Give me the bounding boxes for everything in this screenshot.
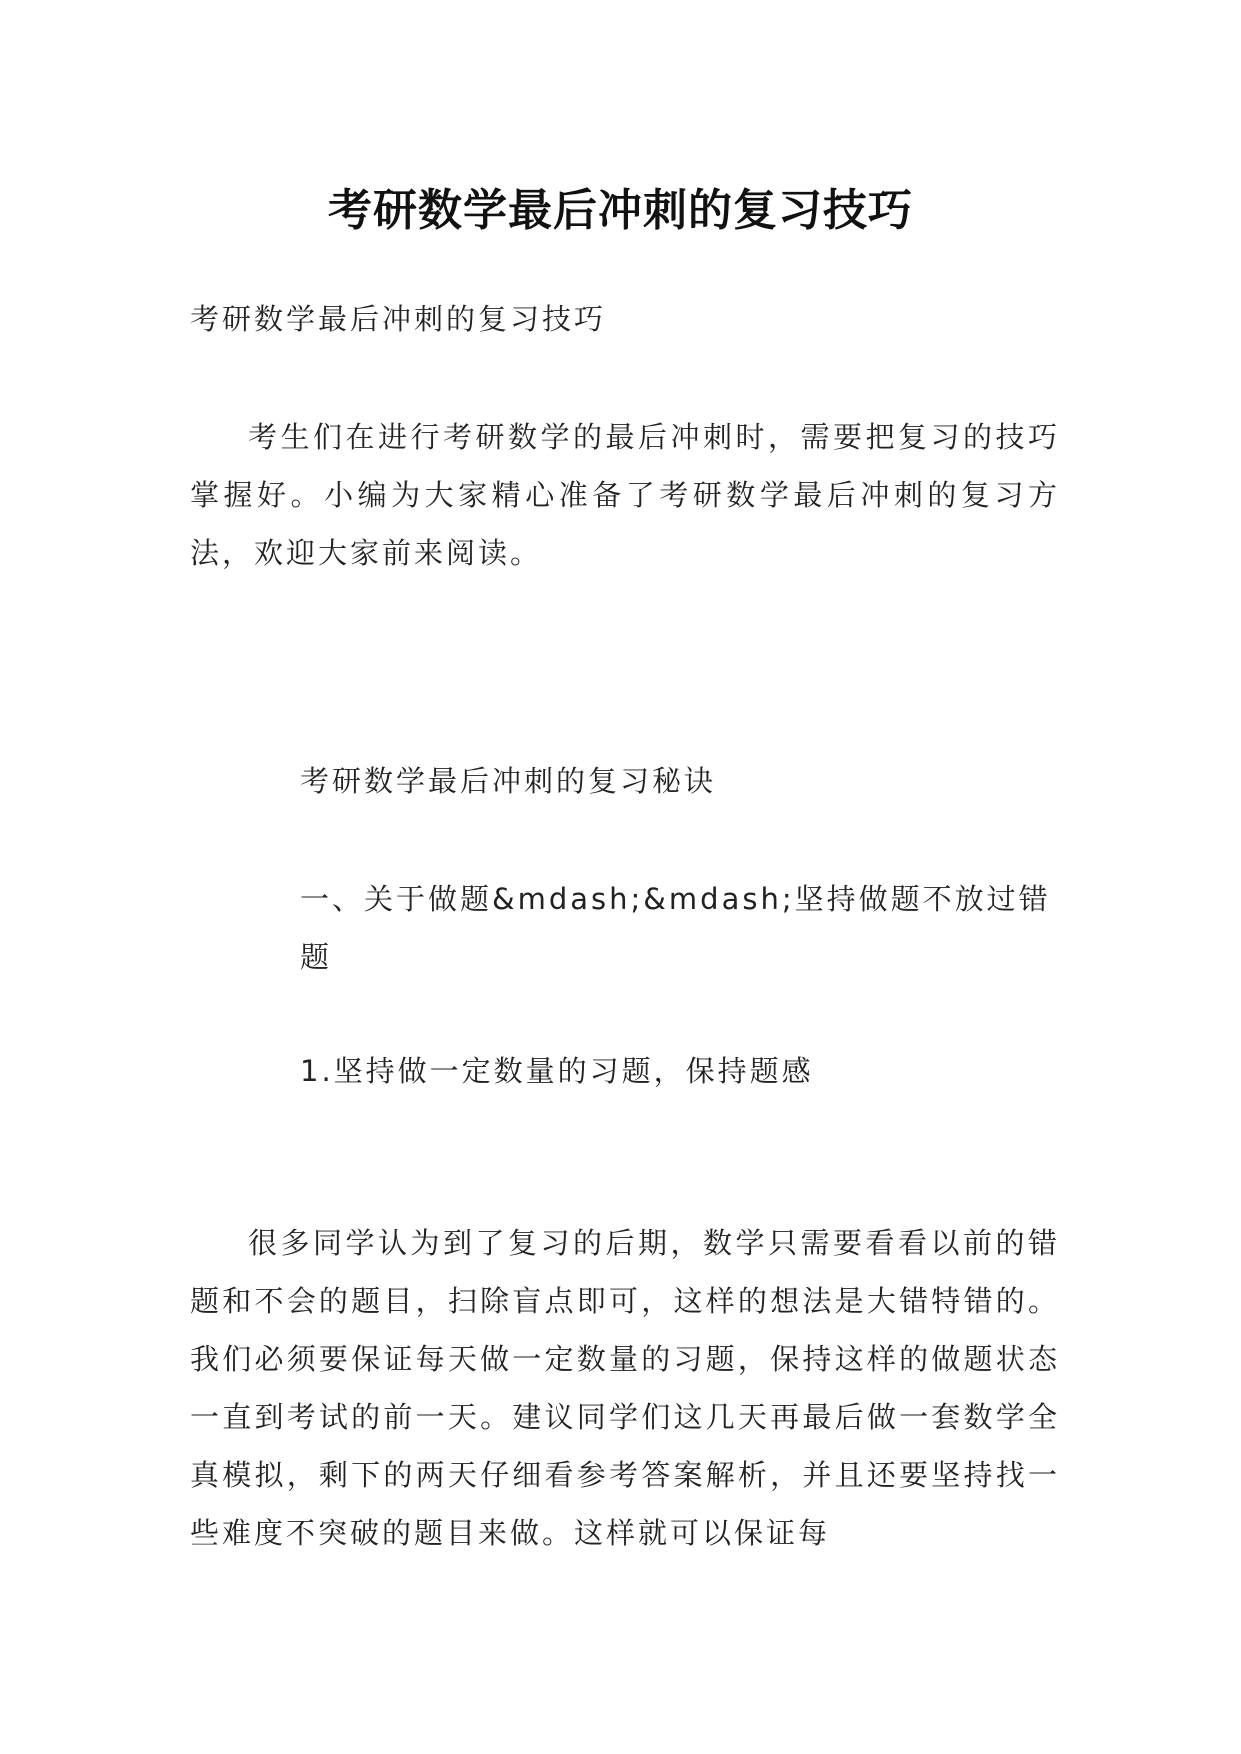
body-paragraph: 很多同学认为到了复习的后期，数学只需要看看以前的错题和不会的题目，扫除盲点即可，这样的想法是大错特错的。我们必须要保证每天做一定数量的习题，保持这样的做题状态一直到考试的前一天。建议同学们这几天再最后做一套数学全真模拟，剩下的两天仔细看参考答案解析，并且还要坚持找一些难度不突破的题目来做。这样就可以保证每 (190, 1226, 1060, 1550)
subsection-heading: 一、关于做题&mdash;&mdash;坚持做题不放过错题 (300, 882, 1051, 974)
section-title: 考研数学最后冲刺的复习秘诀 (300, 764, 717, 798)
heading-line: 考研数学最后冲刺的复习技巧 (190, 302, 607, 336)
intro-paragraph: 考生们在进行考研数学的最后冲刺时，需要把复习的技巧掌握好。小编为大家精心准备了考研数学最后冲刺的复习方法，欢迎大家前来阅读。 (190, 420, 1060, 570)
document-title: 考研数学最后冲刺的复习技巧 (328, 185, 913, 237)
point-heading: 1.坚持做一定数量的习题，保持题感 (300, 1054, 814, 1088)
